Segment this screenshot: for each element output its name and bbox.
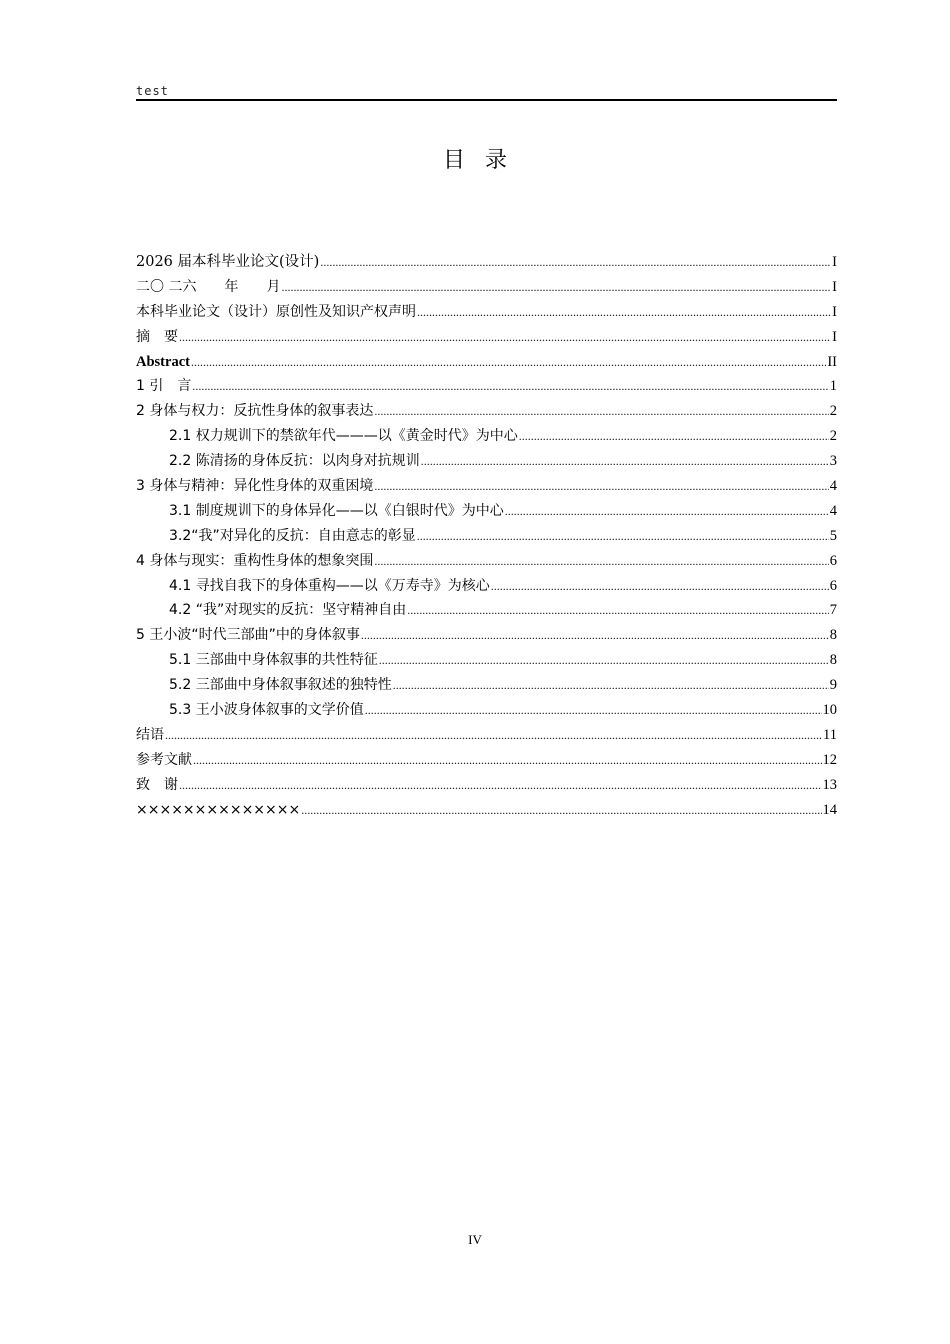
toc-entry-page: I [832,303,837,320]
toc-leader-dots [393,673,829,698]
toc-entry-page: 3 [829,453,837,470]
toc-leader-dots [505,499,829,524]
toc-leader-dots [417,524,829,549]
toc-entry[interactable] [136,773,837,798]
toc-entry[interactable] [136,350,837,375]
page-header [136,82,837,101]
toc-entry-page: 9 [829,677,837,694]
toc-leader-dots [301,798,821,823]
toc-entry[interactable] [136,524,837,549]
toc-entry-page: 6 [829,577,837,594]
toc-entry[interactable] [136,325,837,350]
header-text: test [136,84,169,98]
toc-entry[interactable] [136,723,837,748]
toc-entry-label: 3.2“我”对异化的反抗：自由意志的彰显 [169,527,416,544]
toc-entry-label: 1 引 言 [136,378,192,395]
toc-leader-dots [361,623,829,648]
toc-leader-dots [417,300,831,325]
toc-leader-dots [179,773,822,798]
toc-entry[interactable] [136,598,837,623]
toc-entry-page: II [827,353,837,370]
toc-entry-page: 4 [829,502,837,519]
toc-leader-dots [374,399,828,424]
toc-entry[interactable] [136,698,837,723]
toc-entry-label: 5 王小波“时代三部曲”中的身体叙事 [136,627,360,644]
toc-entry[interactable] [136,449,837,474]
toc-entry-label: 参考文献 [136,751,192,768]
toc-entry-label: 摘 要 [136,328,178,345]
toc-entry-label: 3.1 制度规训下的身体异化——以《白银时代》为中心 [169,502,504,519]
toc-leader-dots [519,424,829,449]
toc-entry-label: 3 身体与精神：异化性身体的双重困境 [136,478,374,495]
toc-entry[interactable] [136,673,837,698]
toc-entry-label: 2.1 权力规训下的禁欲年代———以《黄金时代》为中心 [169,428,518,445]
toc-entry-page: 12 [822,751,837,768]
toc-entry-page: 8 [829,627,837,644]
toc-entry-label: 结语 [136,726,164,743]
toc-entry[interactable] [136,275,837,300]
toc-entry-page: 13 [822,776,837,793]
toc-entry[interactable] [136,623,837,648]
toc-entry-page: 14 [822,801,837,818]
toc-entry[interactable] [136,798,837,823]
toc-entry-page: 6 [829,552,837,569]
toc-leader-dots [191,350,826,375]
toc-leader-dots [193,748,822,773]
toc-entry-label: 二〇 二六 年 月 [136,278,281,295]
toc-entry-page: I [832,278,837,295]
table-of-contents [136,250,837,822]
toc-entry-page: I [832,254,837,270]
toc-entry-page: 5 [829,527,837,544]
toc-entry-label: 5.3 王小波身体叙事的文学价值 [169,702,364,719]
toc-leader-dots [281,275,831,300]
toc-entry[interactable] [136,474,837,499]
toc-entry-page: 2 [829,403,837,420]
toc-entry-page: 7 [829,602,837,619]
toc-entry-page: 8 [829,652,837,669]
toc-entry-label: 2.2 陈清扬的身体反抗：以肉身对抗规训 [169,453,420,470]
toc-entry-page: 10 [822,702,837,719]
toc-entry[interactable] [136,499,837,524]
toc-entry-label: 本科毕业论文（设计）原创性及知识产权声明 [136,303,416,320]
toc-entry[interactable] [136,374,837,399]
toc-entry[interactable] [136,648,837,673]
toc-entry-label: 5.1 三部曲中身体叙事的共性特征 [169,652,378,669]
toc-leader-dots [421,449,829,474]
toc-leader-dots [192,374,828,399]
toc-entry[interactable] [136,300,837,325]
toc-entry[interactable] [136,399,837,424]
toc-leader-dots [374,549,828,574]
toc-entry[interactable] [136,748,837,773]
toc-leader-dots [179,325,831,350]
toc-entry-page: 1 [829,378,837,395]
toc-entry[interactable] [136,574,837,599]
toc-entry-label: ×××××××××××××× [136,801,301,818]
toc-entry-label: Abstract [136,353,190,370]
toc-entry-label: 2026 届本科毕业论文(设计) [136,254,320,270]
toc-entry-label: 4 身体与现实：重构性身体的想象突围 [136,552,374,569]
toc-entry-label: 4.1 寻找自我下的身体重构——以《万寿寺》为核心 [169,577,490,594]
toc-entry[interactable] [136,250,837,275]
toc-entry-page: 2 [829,428,837,445]
toc-leader-dots [491,574,829,599]
toc-leader-dots [320,250,831,275]
toc-entry-page: I [832,328,837,345]
toc-entry-label: 2 身体与权力：反抗性身体的叙事表达 [136,403,374,420]
toc-leader-dots [407,598,829,623]
toc-leader-dots [165,723,822,748]
toc-entry-page: 11 [823,726,837,743]
toc-entry[interactable] [136,424,837,449]
toc-leader-dots [365,698,822,723]
toc-entry-label: 致 谢 [136,776,178,793]
toc-leader-dots [379,648,829,673]
toc-entry-label: 4.2 “我”对现实的反抗：坚守精神自由 [169,602,407,619]
toc-entry-label: 5.2 三部曲中身体叙事叙述的独特性 [169,677,392,694]
toc-leader-dots [374,474,828,499]
toc-entry-page: 4 [829,478,837,495]
toc-title: 目录 [442,148,527,173]
toc-entry[interactable] [136,549,837,574]
page-number: IV [468,1232,482,1247]
